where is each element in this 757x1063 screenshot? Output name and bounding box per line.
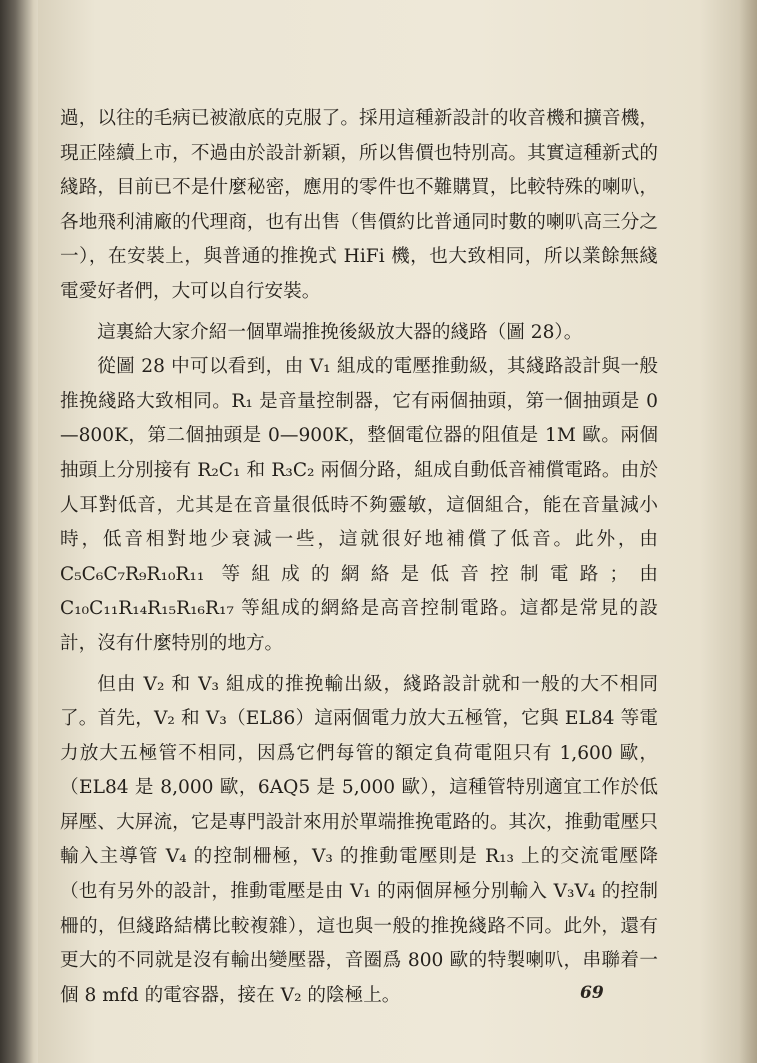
body-text bbox=[60, 102, 658, 1013]
page-number: 69 bbox=[580, 983, 604, 1003]
paragraph-continued: 過，以往的毛病已被澈底的克服了。採用這種新設計的收音機和擴音機，現正陸續上市，不過由於設計新穎，所以售價也特別高。其實這種新式的綫路，目前已不是什麼秘密，應用的零件也不難購買，比較特殊的喇叭，各地飛利浦廠的代理商，也有出售（售價約比普通同时數的喇叭高三分之一），在安裝上，與普通的推挽式 HiFi 機，也大致相同，所以業餘無綫電愛好者們，大可以自行安裝。 bbox=[60, 108, 658, 302]
page-edge-shadow bbox=[739, 0, 757, 1063]
book-spine-shadow bbox=[0, 0, 42, 1063]
paragraph-push-pull-output-stage: 但由 V₂ 和 V₃ 組成的推挽輸出級，綫路設計就和一般的大不相同了。首先，V₂ 和 V₃（EL86）這兩個電力放大五極管，它與 EL84 等電力放大五極管不相同，因爲它們每管的額定負荷電阻只有 1,600 歐，（EL84 是 8,000 歐，6AQ5 是 5,000 歐），這種管特別適宜工作於低屏壓、大屏流，它是專門設計來用於單端推挽電路的。其次，推動電壓只輸入主導管 V₄ 的控制柵極，V₃ 的推動電壓則是 R₁₃ 上的交流電壓降（也有另外的設計，推動電壓是由 V₁ 的兩個屏極分別輸入 V₃V₄ 的控制柵的，但綫路結構比較複雜），這也與一般的推挽綫路不同。此外，還有更大的不同就是沒有輸出變壓器，音圈爲 800 歐的特製喇叭，串聯着一個 8 mfd 的電容器，接在 V₂ 的陰極上。 bbox=[60, 673, 658, 1006]
paragraph-introduction: 這裏給大家介紹一個單端推挽後級放大器的綫路（圖 28）。 bbox=[97, 321, 583, 343]
paragraph-voltage-driver-stage: 從圖 28 中可以看到，由 V₁ 組成的電壓推動級，其綫路設計與一般推挽綫路大致相同。R₁ 是音量控制器，它有兩個抽頭，第一個抽頭是 0—800K，第二個抽頭是 0—900K，整個電位器的阻值是 1M 歐。兩個抽頭上分別接有 R₂C₁ 和 R₃C₂ 兩個分路，組成自動低音補償電路。由於人耳對低音，尤其是在音量很低時不夠靈敏，這個組合，能在音量減小時，低音相對地少衰減一些，這就很好地補償了低音。此外，由 C₅C₆C₇R₉R₁₀R₁₁ 等組成的網絡是低音控制電路；由 C₁₀C₁₁R₁₄R₁₅R₁₆R₁₇ 等組成的網絡是高音控制電路。這都是常見的設計，沒有什麼特別的地方。 bbox=[60, 356, 658, 654]
